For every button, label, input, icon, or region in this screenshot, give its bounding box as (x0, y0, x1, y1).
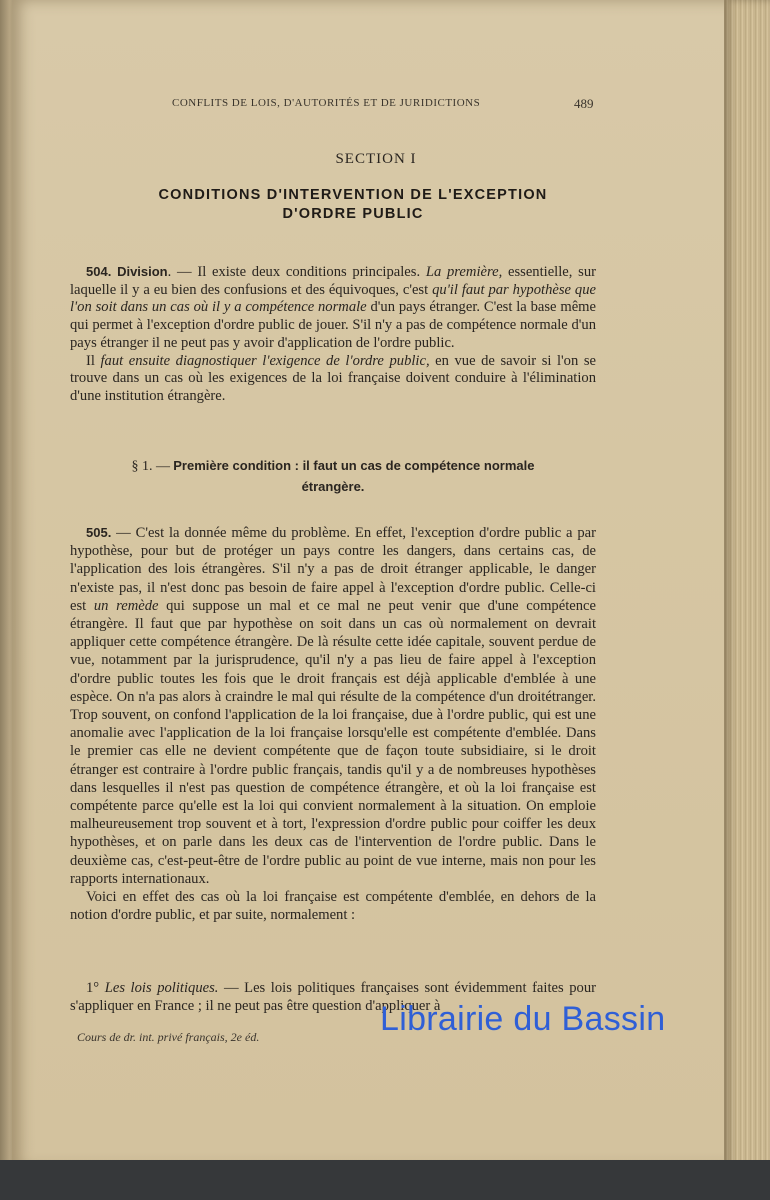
chapter-title-line-2: D'ORDRE PUBLIC (282, 206, 424, 222)
paragraph-text: qui suppose un mal et ce mal ne peut venir que d'une compétence étrangère. Il faut que par hypothèse on soit dans un cas où normalement on devrait appliquer cette compétence étrangère. De là résulte cette idée capitale, souvent perdue de vue, notamment par la jurisprudence, qu'il n'y a pas lieu de faire appel à l'exception d'ordre public toutes les fois que le droit français est déjà applicable d'emblée à une espèce. On n'a pas alors à craindre le mal qui résulte de la compétence d'un droitétranger. Trop souvent, on confond l'application de la loi française, due à l'ordre public, qui est une anomalie avec l'application de la loi française lorsqu'elle est compétente d'emblée. Dans le premier cas elle ne devient compétente que de façon toute subsidiaire, si le droit étranger est contraire à l'ordre public français, tandis qu'il y a de nombreuses hypothèses dans lesquelles il n'est pas question de compétence étrangère, et où la loi française est compétente parce qu'elle est la loi qui convient normalement à la situation. On emploie malheureusement trop souvent et à tort, l'expression d'ordre public pour coiffer les deux hypothèses, et on parle dans les deux cas de l'intervention de l'ordre public. Dans le deuxième cas, c'est-peut-être de l'ordre public au point de vue interne, mais non pour les rapports internationaux. (70, 597, 596, 887)
background-strip (0, 1160, 770, 1200)
running-head: CONFLITS DE LOIS, D'AUTORITÉS ET DE JURIDICTIONS (172, 97, 481, 109)
paragraph-italic: qu'il faut par hypothèse que l'on soit dans un cas où il y a compétence normale (70, 281, 596, 316)
paragraph-text: Il (86, 352, 101, 369)
subsection-title-line-2: étrangère. (301, 479, 365, 494)
section-title: SECTION I (335, 151, 417, 167)
footer-note: Cours de dr. int. privé français, 2e éd. (77, 1030, 260, 1044)
chapter-title (88, 186, 618, 224)
page-block-edges (724, 0, 770, 1168)
item-text: — Les lois politiques françaises sont évidemment faites pour s'appliquer en France ; il ne peut pas être question d'appliquer à (70, 980, 596, 1014)
page-number: 489 (574, 96, 594, 111)
paragraph-number: 505. (86, 525, 112, 540)
subsection-title-line-1: Première condition : il faut un cas de compétence normale (173, 458, 535, 473)
paragraph-heading: Division (117, 264, 168, 279)
paragraph-text: — C'est la donnée même du problème. En effet, l'exception d'ordre public a par hypothèse, pour but de protéger un pays contre les dangers, dans certains cas, de l'application des lois étrangères. S'il n'y a pas de droit étranger applicable, le danger n'existe pas, il n'est donc pas besoin de faire appel à l'exception d'ordre public. Celle-ci est (70, 525, 596, 614)
item-italic: Les lois politiques. (104, 980, 219, 996)
paragraph-text: essentielle, sur laquelle il y a eu bien des confusions et des équivoques, c'est (70, 264, 596, 298)
subsection-heading (70, 456, 596, 497)
paragraph-505 (70, 524, 596, 924)
chapter-title-line-1: CONDITIONS D'INTERVENTION DE L'EXCEPTION (158, 187, 548, 203)
paragraph-504 (70, 263, 596, 406)
subsection-symbol: § 1. — (131, 459, 171, 474)
paragraph-italic: un remède (93, 597, 159, 614)
paragraph-italic: faut ensuite diagnostiquer l'exigence de l'ordre public, (100, 352, 430, 369)
paragraph-text: Voici en effet des cas où la loi française est compétente d'emblée, en dehors de la notion d'ordre public, et par suite, normalement : (70, 889, 596, 924)
paragraph-number: 504. (86, 264, 112, 279)
paragraph-text: . — Il existe deux conditions principales. (167, 264, 426, 280)
paragraph-text: d'un pays étranger. C'est la base même qui permet à l'exception d'ordre public de jouer. S'il n'y a pas de compétence normale d'un pays étranger il ne peut pas y avoir d'application de l'ordre public. (70, 299, 596, 351)
watermark: Librairie du Bassin (380, 1000, 666, 1038)
paragraph-italic: La première, (425, 264, 503, 280)
item-marker: 1° (86, 980, 100, 996)
paragraph-text: en vue de savoir si l'on se trouve dans un cas où les exigences de la loi française doivent conduire à l'élimination d'une institution étrangère. (70, 352, 596, 404)
